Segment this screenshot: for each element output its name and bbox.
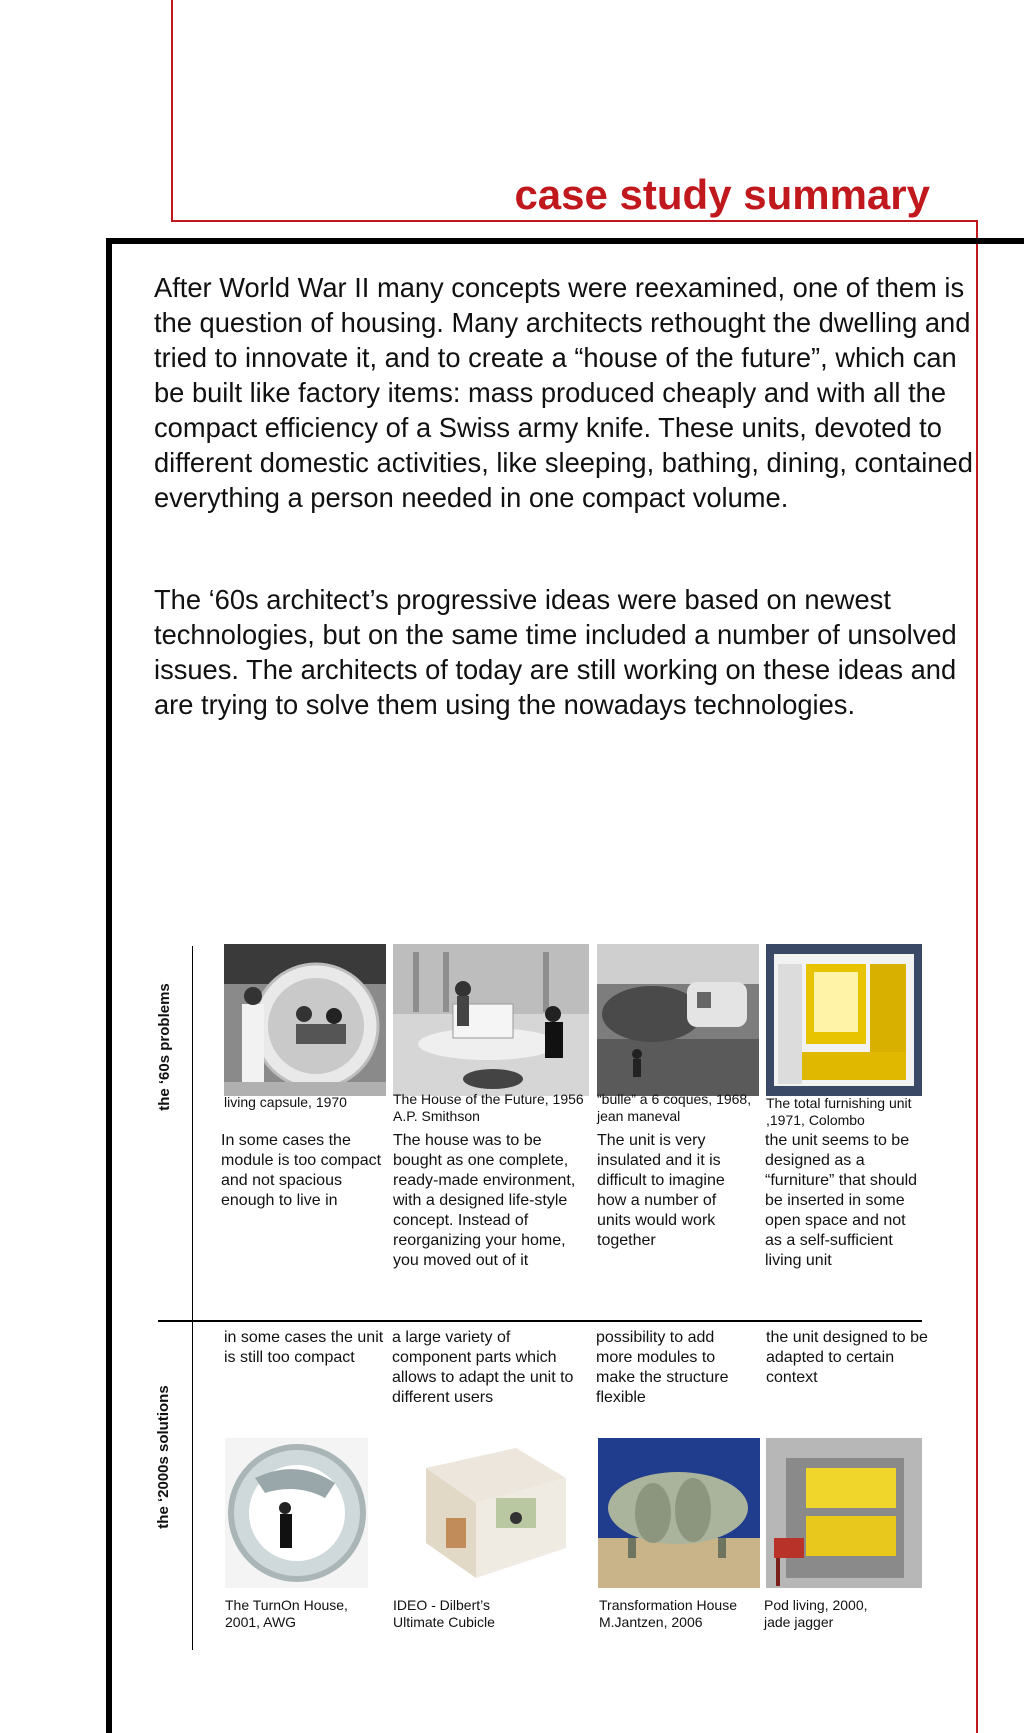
page-title: case study summary: [514, 171, 930, 218]
black-frame-left: [106, 238, 112, 1733]
photo-total-furnishing-unit: [766, 944, 922, 1096]
solution-text-4: the unit designed to be adapted to certain context: [766, 1329, 928, 1386]
problem-text-4: the unit seems to be designed as a “furniture” that should be inserted in some open space and not as a self-sufficient living unit: [765, 1132, 918, 1269]
problems-section-label: the ‘60s problems: [156, 983, 173, 1111]
solution-text-2: a large variety of component parts which allows to adapt the unit to different users: [392, 1329, 574, 1406]
photo-bulle-6-coques: [597, 944, 759, 1096]
problem-caption-1: living capsule, 1970: [224, 1094, 347, 1110]
solution-caption-2: IDEO - Dilbert’s Ultimate Cubicle: [393, 1597, 495, 1630]
photo-living-capsule: [224, 944, 386, 1096]
intro-paragraph-2: The ‘60s architect’s progressive ideas were based on newest technologies, but on the same time included a number of unsolved issues. The architects of today are still working on these ideas and are trying to solve them using the nowadays technologies.: [154, 584, 957, 720]
solution-caption-4: Pod living, 2000, jade jagger: [764, 1597, 868, 1630]
red-frame-right-vertical: [976, 220, 978, 1733]
photo-transformation-house: [598, 1438, 760, 1588]
solution-text-1: in some cases the unit is still too compact: [224, 1329, 384, 1366]
photo-ideo-dilbert-cubicle: [406, 1438, 570, 1588]
red-frame-title-underline: [171, 220, 978, 222]
red-frame-top-left-vertical: [171, 0, 173, 222]
problem-caption-3: “bulle” a 6 coques, 1968, jean maneval: [597, 1091, 752, 1124]
intro-paragraph-1: After World War II many concepts were reexamined, one of them is the question of housing. Many architects rethought the dwelling and tried to innovate it, and to create a “house of the future”, which can be built like factory items: mass produced cheaply and with all the compact efficiency of a Swiss army knife. These units, devoted to different domestic activities, like sleeping, bathing, dining, contained everything a person needed in one compact volume.: [154, 272, 973, 513]
problem-text-3: The unit is very insulated and it is difficult to imagine how a number of units would work together: [597, 1132, 725, 1249]
photo-turnon-house: [225, 1438, 368, 1588]
section-horizontal-divider: [158, 1320, 922, 1322]
problem-text-2: The house was to be bought as one complete, ready-made environment, with a designed life-style concept. Instead of reorganizing your home, you moved out of it: [393, 1132, 576, 1269]
solution-caption-1: The TurnOn House, 2001, AWG: [225, 1597, 348, 1630]
black-frame-top: [106, 238, 1024, 244]
problem-text-1: In some cases the module is too compact and not spacious enough to live in: [221, 1132, 382, 1209]
solution-text-3: possibility to add more modules to make the structure flexible: [596, 1329, 729, 1406]
problem-caption-2: The House of the Future, 1956 A.P. Smithson: [393, 1091, 584, 1124]
photo-house-of-the-future: [393, 944, 589, 1096]
section-vertical-divider: [192, 946, 193, 1650]
problem-caption-4: The total furnishing unit ,1971, Colombo: [766, 1095, 912, 1128]
solution-caption-3: Transformation House M.Jantzen, 2006: [599, 1597, 737, 1630]
solutions-section-label: the ‘2000s solutions: [155, 1385, 172, 1529]
photo-pod-living: [766, 1438, 922, 1588]
